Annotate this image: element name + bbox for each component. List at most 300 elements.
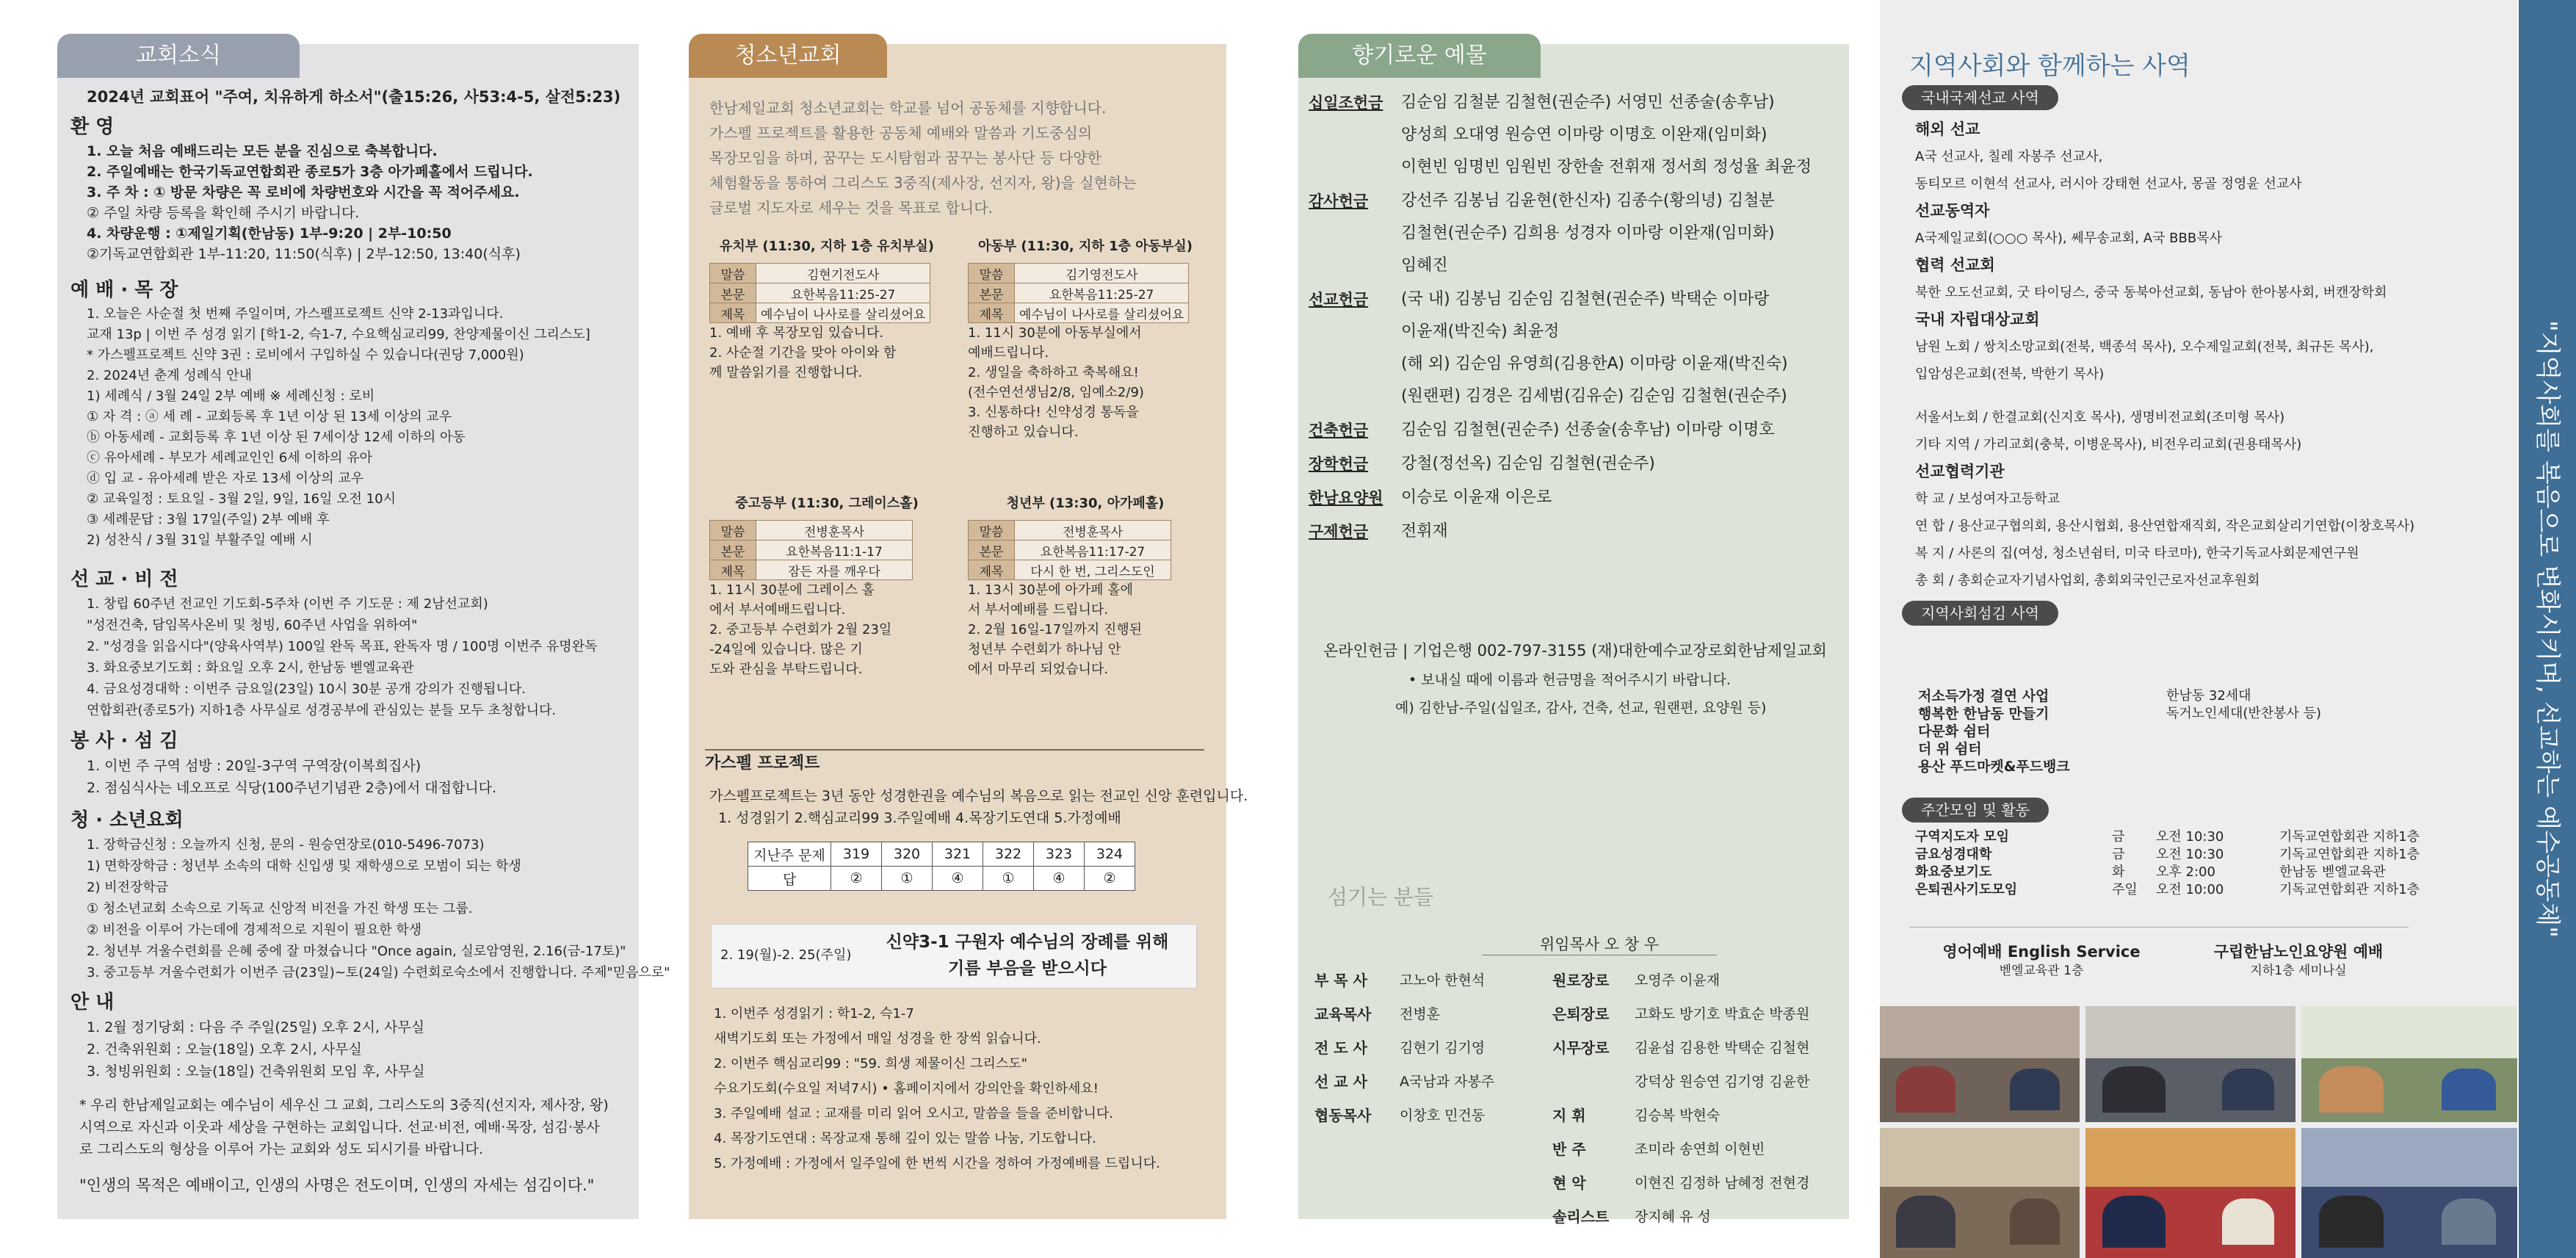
dept-table [709, 520, 913, 580]
mission-line: 총 회 / 총회순교자기념사업회, 총회외국인근로자선교후원회 [1915, 573, 2260, 588]
text-line: ② 교육일정 : 토요일 - 3월 2일, 9일, 16일 오전 10시 [87, 491, 396, 507]
section-worship-title: 예 배 · 목 장 [70, 279, 178, 301]
dept-table [968, 520, 1171, 580]
dept-key: 본문 [969, 541, 1015, 560]
weekly-cell: 오전 10:30 [2156, 847, 2224, 862]
weekly-cell: 기독교연합회관 지하1층 [2279, 882, 2420, 897]
text-line: 2) 성찬식 / 3월 31일 부활주일 예배 시 [87, 532, 313, 548]
offering-names: 강철(정선옥) 김순임 김철현(권순주) [1401, 455, 1655, 473]
dept-note: 에서 부서예배드립니다. [709, 602, 846, 618]
mission-line: 기타 지역 / 가리교회(충북, 이병운목사), 비전우리교회(권용태목사) [1915, 437, 2302, 452]
dept-title: 유치부 (11:30, 지하 1층 유치부실) [719, 239, 935, 254]
text-line: 2) 비전장학금 [87, 880, 169, 895]
intro-line: 체험활동을 통하여 그리스도 3중직(제사장, 선지자, 왕)을 실현하는 [709, 174, 1137, 192]
dept-value: 요한복음11:25-27 [1015, 283, 1189, 303]
dept-value: 김현기전도사 [756, 264, 930, 283]
staff-row [1552, 997, 1809, 1031]
weekly-cell: 구역지도자 모임 [1915, 829, 2009, 845]
dept-block [968, 494, 1203, 679]
verse-date: 2. 19(월)-2. 25(주일) [720, 947, 852, 963]
text-line: 1) 면학장학금 : 청년부 소속의 대학 신입생 및 재학생으로 모범이 되는 학생 [87, 858, 521, 874]
offering-names: 이윤재(박진숙) 최윤정 [1401, 322, 1560, 341]
offering-names: 김철현(권순주) 김희용 성경자 이마랑 이완재(임미화) [1401, 224, 1775, 242]
staff-row [1552, 1200, 1809, 1234]
staff-role: 협동목사 [1314, 1107, 1372, 1124]
quiz-cell: 319 [831, 842, 882, 867]
dept-title: 청년부 (13:30, 아가페홀) [1006, 496, 1165, 511]
welcome-list [87, 141, 533, 264]
offering-row [1309, 516, 1812, 548]
dept-value: 전병훈목사 [1015, 521, 1171, 541]
dept-value: 예수님이 나사로를 살리셨어요 [1015, 303, 1189, 323]
staff-names: 강덕상 원승연 김기영 김윤한 [1635, 1074, 1810, 1090]
gospel-item: 수요기도회(수요일 저녁7시) • 홈페이지에서 강의안을 확인하세요! [714, 1081, 1099, 1096]
dept-note: 2. 2월 16일-17일까지 진행된 [968, 622, 1143, 637]
staff-title: 섬기는 분들 [1328, 885, 1434, 909]
dept-key: 말씀 [710, 264, 756, 283]
staff-names: 고노아 한현석 [1400, 972, 1486, 988]
dept-key: 말씀 [969, 264, 1015, 283]
vision-statement: "지역사회를 복음으로 변화시키며, 선교하는 예수공동체" [2533, 320, 2562, 938]
offering-names: 임혜진 [1401, 256, 1448, 275]
service-item: 행복한 한남동 만들기 [1918, 706, 2049, 722]
ministry-photo [2301, 1006, 2517, 1122]
staff-role: 은퇴장로 [1552, 1005, 1610, 1023]
dept-note: 1. 11시 30분에 그레이스 홀 [709, 582, 875, 598]
text-line: ② 비전을 이루어 가는데에 경제적으로 지원이 필요한 학생 [87, 922, 422, 938]
offering-names: (원랜편) 김경은 김세범(김유순) 김순임 김철현(권순주) [1401, 387, 1787, 405]
dept-key: 말씀 [969, 521, 1015, 541]
text-line: ③ 세례문답 : 3월 17일(주일) 2부 예배 후 [87, 512, 330, 527]
text-line: * 가스펠프로젝트 신약 3권 : 로비에서 구입하실 수 있습니다(권당 7,000원) [87, 347, 524, 363]
dept-value: 김기영전도사 [1015, 264, 1189, 283]
offering-names: 이현빈 임명빈 임원빈 장한솔 전휘재 정서희 정성율 최윤정 [1401, 158, 1812, 176]
dept-note: 1. 예배 후 목장모임 있습니다. [709, 325, 884, 341]
staff-row [1314, 964, 1494, 997]
gospel-item: 3. 주일예배 설교 : 교재를 미리 읽어 오시고, 말씀을 들을 준비합니다. [714, 1106, 1113, 1121]
service-left-list [1918, 687, 2070, 776]
dept-note: (전수연선생님2/8, 임예소2/9) [968, 385, 1144, 400]
life-purpose-quote: "인생의 목적은 예배이고, 인생의 사명은 전도이며, 인생의 자세는 섬김이다." [79, 1176, 595, 1194]
weekly-row [1915, 828, 2485, 846]
mission-line: 북한 오도선교회, 굿 타이딩스, 중국 동북아선교회, 동남아 한아봉사회, 버캔장학회 [1915, 285, 2387, 300]
staff-names: 조미라 송연희 이현빈 [1635, 1141, 1765, 1157]
weekly-cell: 오전 10:00 [2156, 882, 2224, 897]
quiz-cell: ① [983, 867, 1034, 891]
staff-role: 부 목 사 [1314, 972, 1367, 989]
online-offering: 온라인헌금 | 기업은행 002-797-3155 (재)대한예수교장로회한남제일교회 [1323, 642, 1827, 659]
offering-row [1309, 185, 1812, 282]
gospel-item: 1. 이번주 성경읽기 : 학1-2, 슥1-7 [714, 1006, 914, 1022]
staff-row [1552, 1065, 1809, 1099]
weekly-cell: 은퇴권사기도모임 [1915, 882, 2018, 897]
text-line: "성전건축, 담임목사온비 및 청빙, 60주년 사업을 위하여" [87, 618, 418, 633]
intro-line: 가스펠 프로젝트를 활용한 공동체 예배와 말씀과 기도중심의 [709, 124, 1093, 142]
weekly-cell: 기독교연합회관 지하1층 [2279, 829, 2420, 845]
dept-table [709, 263, 930, 323]
dept-key: 본문 [969, 283, 1015, 303]
weekly-row [1915, 846, 2485, 864]
worship-list [87, 304, 590, 551]
quiz-cell: 320 [882, 842, 933, 867]
text-line: 1. 2월 정기당회 : 다음 주 주일(25일) 오후 2시, 사무실 [87, 1019, 425, 1035]
section-mission-title: 선 교 · 비 전 [70, 568, 178, 590]
online-note: • 보내실 때에 이름과 헌금명을 적어주시기 바랍니다. [1408, 672, 1731, 688]
quiz-head-row [748, 842, 1135, 867]
dept-note: 도와 관심을 부탁드립니다. [709, 662, 863, 677]
staff-role: 시무장로 [1552, 1039, 1610, 1057]
gospel-item: 4. 목장기도연대 : 목장교재 통해 깊이 있는 말씀 나눔, 기도합니다. [714, 1131, 1096, 1146]
quiz-table [748, 842, 1135, 891]
youth-church-tab: 청소년교회 [689, 34, 887, 78]
dept-key: 제목 [969, 560, 1015, 580]
offering-names: (국 내) 김봉님 김순임 김철현(권순주) 박택순 이마랑 [1401, 290, 1770, 308]
english-service [1939, 941, 2144, 980]
dept-value: 잠든 자를 깨우다 [756, 560, 913, 580]
weekly-row [1915, 864, 2485, 881]
dept-block [709, 236, 944, 383]
text-line: 2. 건축위원회 : 오늘(18일) 오후 2시, 사무실 [87, 1041, 362, 1058]
offering-row [1309, 283, 1812, 413]
service-list [87, 755, 496, 799]
weekly-cell: 오전 10:30 [2156, 829, 2224, 845]
weekly-cell: 한남동 벧엘교육관 [2279, 864, 2386, 880]
community-ministry-panel [1880, 0, 2517, 1258]
weekly-verse-box [711, 924, 1197, 988]
text-line: * 우리 한남제일교회는 예수님이 세우신 그 교회, 그리스도의 3중직(선지자, 제사장, 왕) [79, 1097, 609, 1113]
offering-kind: 구제헌금 [1309, 523, 1369, 541]
staff-names: 오영주 이윤재 [1635, 972, 1721, 988]
quiz-cell: 324 [1085, 842, 1135, 867]
english-service-title: 영어예배 English Service [1942, 943, 2141, 961]
mission-line: A국제일교회(○○○ 목사), 쎄무송교회, A국 BBB목사 [1915, 231, 2222, 246]
offering-row [1309, 87, 1812, 184]
text-line: 3. 중고등부 겨울수련회가 이번주 금(23일)~토(24일) 수련회로숙소에서 진행합니다. 주제"믿음으로" [87, 965, 670, 980]
text-line: 4. 금요성경대학 : 이번주 금요일(23일) 10시 30분 공개 강의가 진행됩니다. [87, 682, 526, 697]
text-line: 3. 주 차 : ① 방문 차량은 꼭 로비에 차량번호와 시간을 꼭 적어주세요. [87, 184, 520, 200]
weekly-cell: 화요중보기도 [1915, 864, 1992, 880]
weekly-cell: 화 [2112, 864, 2125, 880]
text-line: ② 주일 차량 등록을 확인해 주시기 바랍니다. [87, 205, 360, 221]
ministry-photo [2301, 1128, 2517, 1258]
staff-names: 이창호 민건동 [1400, 1107, 1486, 1124]
offering-row [1309, 482, 1812, 514]
quiz-cell: ② [1085, 867, 1135, 891]
text-line: 4. 차량운행 : ①제일기획(한남동) 1부-9:20 | 2부-10:50 [87, 225, 452, 242]
gospel-item: 새벽기도회 또는 가정에서 매일 성경을 한 장씩 읽습니다. [714, 1031, 1041, 1046]
staff-names: 김현기 김기영 [1400, 1040, 1486, 1056]
text-line: 2. 주일예배는 한국기독교연합회관 종로5가 3층 아가페홀에서 드립니다. [87, 164, 533, 180]
staff-names: 이현진 김정하 남혜정 전현경 [1635, 1175, 1810, 1191]
staff-role: 선 교 사 [1314, 1073, 1367, 1091]
online-example: 예) 김한남-주일(십일조, 감사, 건축, 선교, 원랜편, 요양원 등) [1395, 700, 1767, 716]
dept-note: 1. 13시 30분에 아가페 홀에 [968, 582, 1133, 598]
offering-kind: 감사헌금 [1309, 192, 1369, 210]
offering-names: (해 외) 김순임 유영희(김용한A) 이마랑 이윤재(박진숙) [1401, 355, 1788, 373]
intro-line: 글로벌 지도자로 세우는 것을 목표로 합니다. [709, 199, 993, 217]
dept-key: 제목 [710, 303, 756, 323]
mission-line: 서울서노회 / 한결교회(신지호 목사), 생명비전교회(조미형 목사) [1915, 410, 2285, 425]
church-motto: 2024년 교회표어 "주여, 치유하게 하소서"(출15:26, 사53:4-5, 살전5:23) [87, 88, 621, 106]
section-service-title: 봉 사 · 섬 김 [70, 730, 178, 752]
dept-note: 예배드립니다. [968, 345, 1049, 361]
text-line: ① 자 격 : ⓐ 세 례 - 교회등록 후 1년 이상 된 13세 이상의 교우 [87, 409, 452, 424]
section-notice-title: 안 내 [70, 991, 115, 1013]
dept-note: 께 말씀읽기를 진행합니다. [709, 365, 863, 380]
notice-list [87, 1016, 425, 1082]
dept-note: -24일에 있습니다. 많은 기 [709, 642, 863, 657]
text-line: 1. 창립 60주년 전교인 기도회-5주차 (이번 주 기도문 : 제 2남선교회) [87, 596, 488, 612]
youth-list [87, 834, 670, 983]
vision-spine [2519, 0, 2576, 1258]
dept-key: 본문 [710, 283, 756, 303]
staff-names: 고화도 방기호 박효순 박종원 [1635, 1006, 1810, 1022]
weekly-cell: 기독교연합회관 지하1층 [2279, 847, 2420, 862]
mission-heading: 선교동역자 [1915, 202, 1990, 220]
offering-kind: 한남요양원 [1309, 489, 1383, 507]
weekly-cell: 금 [2112, 847, 2125, 862]
dept-block [968, 236, 1203, 442]
dept-value: 요한복음11:25-27 [756, 283, 930, 303]
staff-role: 현 악 [1552, 1174, 1586, 1192]
church-news-panel [57, 43, 670, 1219]
verse-title [866, 929, 1189, 982]
dept-key: 말씀 [710, 521, 756, 541]
staff-role: 원로장로 [1552, 972, 1610, 989]
divider [1909, 927, 2409, 928]
dept-value: 예수님이 나사로를 살리셨어요 [756, 303, 930, 323]
staff-row [1552, 1099, 1809, 1132]
staff-row [1314, 997, 1494, 1031]
offering-names: 강선주 김봉님 김윤현(한신자) 김종수(황의녕) 김철분 [1401, 192, 1775, 210]
staff-role: 전 도 사 [1314, 1039, 1367, 1057]
ministry-photo [2085, 1006, 2295, 1122]
staff-row [1552, 1031, 1809, 1065]
mission-list [87, 593, 597, 721]
staff-names: A국남과 자봉주 [1400, 1074, 1495, 1090]
quiz-cell: 지난주 문제 [748, 842, 831, 867]
community-service-pill: 지역사회섬김 사역 [1902, 601, 2058, 626]
dept-note: 진행하고 있습니다. [968, 424, 1079, 440]
text-line: 2. "성경을 읽읍시다"(양육사역부) 100일 완독 목표, 완독자 명 / 100명 이번주 유명완독 [87, 639, 598, 654]
text-line: 1. 오늘은 사순절 첫 번째 주일이며, 가스펠프로젝트 신약 2-13과입니다. [87, 306, 504, 322]
offering-kind: 십일조헌금 [1309, 94, 1383, 112]
offering-panel [1298, 43, 1849, 1226]
staff-role: 솔리스트 [1552, 1208, 1610, 1226]
dept-note: 서 부서예배를 드립니다. [968, 602, 1109, 618]
dept-title: 아동부 (11:30, 지하 1층 아동부실) [977, 239, 1193, 254]
intro-line: 목장모임을 하며, 꿈꾸는 도시탐험과 꿈꾸는 봉사단 등 다양한 [709, 149, 1101, 167]
text-line: 로 그리스도의 형상을 이루어 가는 교회와 성도 되시기를 바랍니다. [79, 1141, 483, 1157]
mission-heading: 선교협력기관 [1915, 463, 2005, 480]
verse-line: 기름 부음을 받으시다 [948, 959, 1107, 978]
offering-names: 양성희 오대영 원승연 이마랑 이명호 이완재(임미화) [1401, 126, 1768, 144]
weekly-meeting-list [1915, 828, 2485, 899]
gospel-project-title: 가스펠 프로젝트 [705, 754, 820, 773]
dept-note: 에서 마무리 되었습니다. [968, 662, 1109, 677]
mission-line: 동티모르 이현석 선교사, 러시아 강태현 선교사, 몽골 정영윤 선교사 [1915, 176, 2302, 192]
offering-names: 이승로 이윤재 이은로 [1401, 488, 1552, 507]
gospel-item: 5. 가정예배 : 가정에서 일주일에 한 번씩 시간을 정하여 가정예배를 드립니다. [714, 1156, 1160, 1171]
dept-note: 3. 신통하다! 신약성경 통독을 [968, 405, 1139, 420]
english-service-place: 벧엘교육관 1층 [1999, 964, 2084, 978]
staff-row [1552, 964, 1809, 997]
mission-pill: 국내국제선교 사역 [1902, 85, 2058, 110]
mission-heading: 해외 선교 [1915, 120, 1980, 138]
text-line: ⓒ 유아세례 - 부모가 세례교인인 6세 이하의 유아 [87, 450, 372, 466]
dept-value: 요한복음11:1-17 [756, 541, 913, 560]
service-item: 용산 푸드마켓&푸드뱅크 [1918, 759, 2070, 775]
nursing-service-place: 지하1층 세미나실 [2250, 964, 2347, 978]
quiz-cell: 321 [933, 842, 983, 867]
nursing-home-service [2188, 941, 2409, 980]
staff-names: 김승복 박현숙 [1635, 1107, 1721, 1124]
community-title: 지역사회와 함께하는 사역 [1909, 51, 2190, 81]
mission-heading: 국내 자립대상교회 [1915, 311, 2040, 328]
weekly-cell: 금요성경대학 [1915, 847, 1992, 862]
dept-notes [968, 323, 1203, 442]
text-line: 1) 세례식 / 3월 24일 2부 예배 ※ 세례신청 : 로비 [87, 388, 375, 404]
text-line: ① 청소년교회 소속으로 기독교 신앙적 비전을 가진 학생 또는 그룹. [87, 901, 473, 917]
dept-note: 2. 생일을 축하하고 축복해요! [968, 365, 1139, 380]
service-right-list [2166, 687, 2321, 723]
verse-line: 신약3-1 구원자 예수님의 장례를 위해 [886, 933, 1169, 952]
weekly-row [1915, 881, 2485, 899]
dept-notes [709, 580, 944, 679]
quiz-cell: ④ [1034, 867, 1085, 891]
ministry-photo [2085, 1128, 2295, 1258]
ministry-photo [1880, 1128, 2080, 1258]
dept-value: 다시 한 번, 그리스도인 [1015, 560, 1171, 580]
dept-note: 청년부 수련회가 하나님 안 [968, 642, 1121, 657]
dept-key: 제목 [969, 303, 1015, 323]
ministry-photo [1880, 1006, 2080, 1122]
mission-line: 남원 노회 / 쌍치소망교회(전북, 백종석 목사), 오수제일교회(전북, 최규돈 목사), [1915, 339, 2374, 355]
text-line: 2. 청년부 겨울수련회를 은혜 중에 잘 마쳤습니다 "Once again, 실로암영원, 2.16(금-17토)" [87, 944, 626, 959]
staff-row [1314, 1031, 1494, 1065]
weekly-meeting-pill: 주간모임 및 활동 [1902, 798, 2049, 823]
dept-note: 2. 사순절 기간을 맞아 아이와 함 [709, 345, 897, 361]
quiz-cell: ④ [933, 867, 983, 891]
staff-role: 지 휘 [1552, 1107, 1586, 1124]
weekly-cell: 금 [2112, 829, 2125, 845]
youth-intro [709, 95, 1137, 220]
quiz-cell: ① [882, 867, 933, 891]
staff-role: 교육목사 [1314, 1005, 1372, 1023]
senior-pastor: 위임목사 오 창 우 [1482, 934, 1717, 955]
mission-list [1915, 116, 2387, 388]
church-identity-note [79, 1094, 609, 1160]
weekly-cell: 주일 [2112, 882, 2138, 897]
text-line: ⓑ 아동세례 - 교회등록 후 1년 이상 된 7세이상 12세 이하의 아동 [87, 430, 466, 445]
dept-key: 본문 [710, 541, 756, 560]
offering-kind: 선교헌금 [1309, 291, 1369, 308]
text-line: 1. 이번 주 구역 섬방 : 20일-3구역 구역장(이복희집사) [87, 758, 422, 774]
dept-note: 1. 11시 30분에 아동부실에서 [968, 325, 1142, 341]
section-welcome-title: 환 영 [70, 116, 115, 138]
offering-row [1309, 448, 1812, 480]
intro-line: 한남제일교회 청소년교회는 학교를 넘어 공동체를 지향합니다. [709, 99, 1107, 117]
nursing-service-title: 구립한남노인요양원 예배 [2213, 943, 2384, 961]
text-line: 2. 2024년 춘계 성례식 안내 [87, 368, 252, 383]
quiz-cell: 322 [983, 842, 1034, 867]
dept-notes [709, 323, 944, 383]
dept-title: 중고등부 (11:30, 그레이스홀) [735, 496, 919, 511]
mission-list-2 [1915, 404, 2414, 594]
text-line: ②기독교연합회관 1부-11:20, 11:50(식후) | 2부-12:50, 13:40(식후) [87, 246, 521, 262]
mission-line: 학 교 / 보성여자고등학교 [1915, 491, 2061, 507]
mission-line: A국 선교사, 칠레 자봉주 선교사, [1915, 149, 2103, 165]
staff-row [1314, 1099, 1494, 1132]
staff-left-list [1314, 964, 1494, 1132]
staff-names: 장지혜 유 성 [1635, 1209, 1711, 1225]
offering-names: 전휘재 [1401, 522, 1448, 541]
offering-list [1309, 87, 1812, 549]
service-detail: 한남동 32세대 [2166, 688, 2251, 704]
offering-names: 김순임 김철분 김철현(권순주) 서영민 선종술(송후남) [1401, 93, 1775, 112]
text-line: 1. 장학금신청 : 오늘까지 신청, 문의 - 원승연장로(010-5496-7073) [87, 837, 485, 853]
quiz-answer-row [748, 867, 1135, 891]
text-line: 3. 청빙위원회 : 오늘(18일) 건축위원회 모임 후, 사무실 [87, 1063, 425, 1080]
staff-names: 전병훈 [1400, 1006, 1441, 1022]
staff-role: 반 주 [1552, 1140, 1586, 1158]
weekly-cell: 오후 2:00 [2156, 864, 2215, 880]
staff-row [1552, 1132, 1809, 1166]
dept-value: 전병훈목사 [756, 521, 913, 541]
quiz-cell: 답 [748, 867, 831, 891]
text-line: ⓓ 입 교 - 유아세례 받은 자로 13세 이상의 교우 [87, 471, 364, 486]
staff-row [1314, 1065, 1494, 1099]
mission-heading: 협력 선교회 [1915, 256, 1995, 274]
youth-church-panel [689, 43, 1248, 1219]
text-line: 교재 13p | 이번 주 성경 읽기 [학1-2, 슥1-7, 수요핵심교리99, 찬양제물이신 그리스도] [87, 327, 590, 342]
text-line: 연합회관(종로5가) 지하1층 사무실로 성경공부에 관심있는 분들 모두 초청합니다. [87, 703, 557, 718]
service-item: 더 위 쉼터 [1918, 741, 1982, 757]
mission-line: 입암성은교회(전북, 박한기 목사) [1915, 366, 2105, 382]
offering-kind: 건축헌금 [1309, 422, 1369, 439]
gospel-divider [705, 749, 1204, 751]
staff-row [1552, 1166, 1809, 1200]
staff-right-list [1552, 964, 1809, 1234]
text-line: 시역으로 자신과 이웃과 세상을 구현하는 교회입니다. 선교·비전, 예배·목장, 섬김·봉사 [79, 1119, 600, 1135]
text-line: 2. 점심식사는 네오프로 식당(100주년기념관 2층)에서 대접합니다. [87, 780, 497, 796]
text-line: 3. 화요중보기도회 : 화요일 오후 2시, 한남동 벧엘교육관 [87, 660, 414, 676]
offering-names: 김순임 김철현(권순주) 선종술(송후남) 이마랑 이명호 [1401, 421, 1775, 439]
section-youth-title: 청 · 소년요회 [70, 809, 184, 831]
mission-line: 연 합 / 용산교구협의회, 용산시협회, 용산연합재직회, 작은교회살리기연합(이창호목사) [1915, 518, 2415, 534]
church-news-tab: 교회소식 [57, 34, 300, 78]
staff-names: 김윤섭 김용한 박택순 김철현 [1635, 1040, 1810, 1056]
gospel-project-desc: 가스펠프로젝트는 3년 동안 성경한권을 예수님의 복음으로 읽는 전교인 신앙 훈련입니다. [709, 788, 1248, 804]
service-detail: 독거노인세대(반찬봉사 등) [2166, 706, 2322, 721]
dept-table [968, 263, 1189, 323]
quiz-cell: ② [831, 867, 882, 891]
dept-notes [968, 580, 1203, 679]
dept-block [709, 494, 944, 679]
quiz-cell: 323 [1034, 842, 1085, 867]
service-item: 다문화 쉼터 [1918, 723, 1991, 740]
dept-note: 2. 중고등부 수련회가 2월 23일 [709, 622, 892, 637]
gospel-item: 2. 이번주 핵심교리99 : "59. 희생 제물이신 그리스도" [714, 1056, 1027, 1071]
text-line: 1. 오늘 처음 예배드리는 모든 분을 진심으로 축복합니다. [87, 143, 438, 159]
service-item: 저소득가정 결연 사업 [1918, 688, 2049, 704]
mission-line: 복 지 / 사론의 집(여성, 청소년쉼터, 미국 타코마), 한국기독교사회문제연구원 [1915, 546, 2359, 561]
offering-kind: 장학헌금 [1309, 455, 1369, 473]
dept-value: 요한복음11:17-27 [1015, 541, 1171, 560]
offering-tab: 향기로운 예물 [1298, 34, 1541, 78]
gospel-project-steps: 1. 성경읽기 2.핵심교리99 3.주일예배 4.목장기도연대 5.가정예배 [718, 810, 1121, 826]
offering-row [1309, 414, 1812, 447]
